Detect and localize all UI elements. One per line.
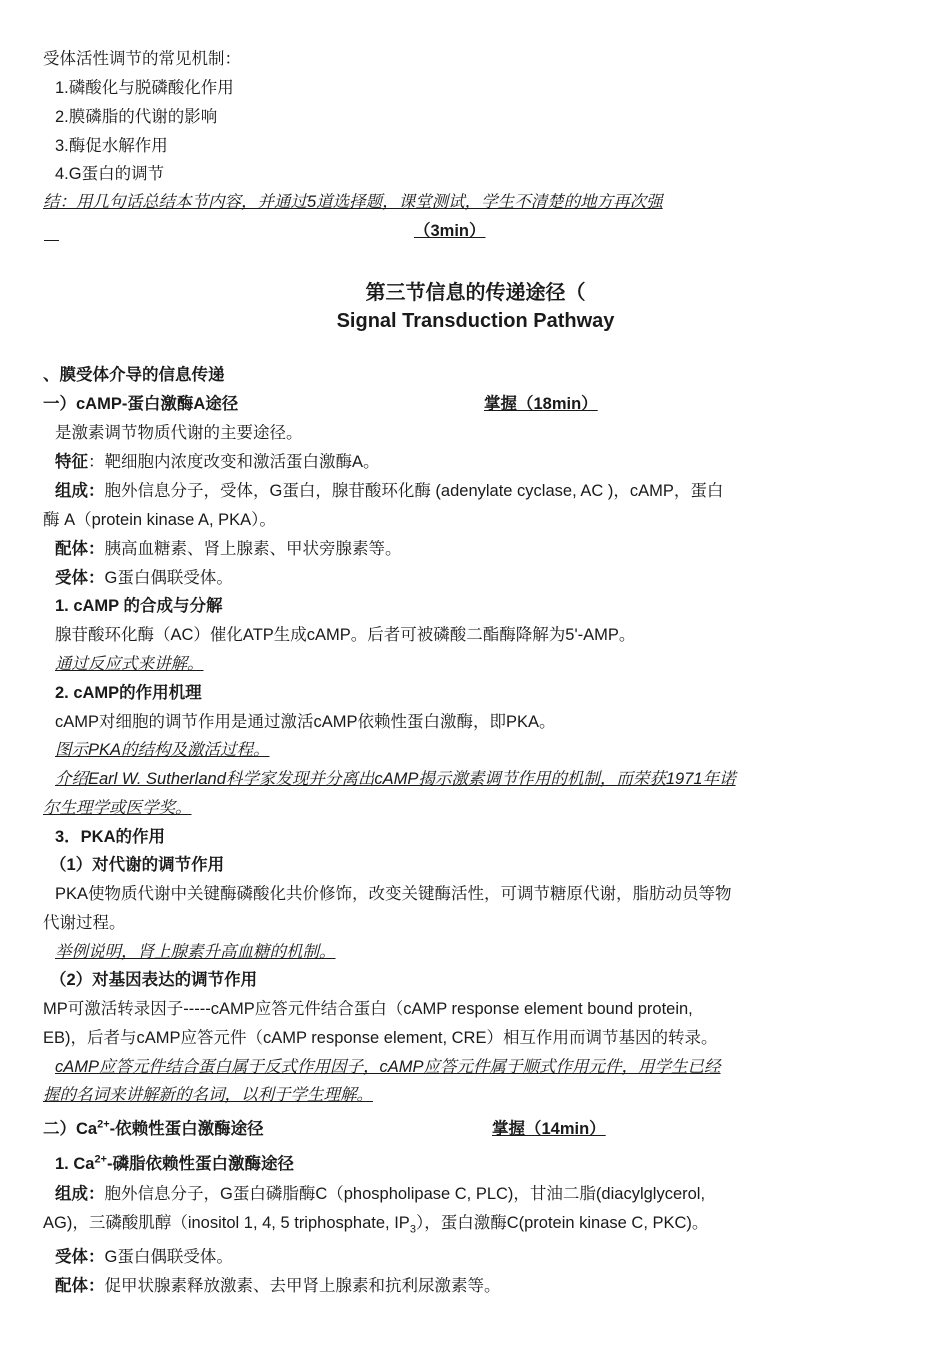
section-title-en: Signal Transduction Pathway bbox=[336, 310, 615, 332]
point-title bbox=[55, 1155, 294, 1175]
point-title: 3．PKA的作用 bbox=[55, 828, 166, 846]
list-item: 2.膜磷脂的代谢的影响 bbox=[55, 108, 218, 126]
paragraph: EB)，后者与cAMP应答元件（cAMP response element, CRE）相互作用而调节基因的转录。 bbox=[43, 1029, 718, 1047]
intro-heading: 受体活性调节的常见机制： bbox=[43, 50, 241, 68]
receptor-text: G蛋白偶联受体。 bbox=[104, 569, 233, 587]
point-title: 2. cAMP的作用机理 bbox=[55, 684, 202, 702]
list-item: 1.磷酸化与脱磷酸化作用 bbox=[55, 79, 234, 97]
receptor-text: G蛋白偶联受体。 bbox=[104, 1248, 233, 1266]
list-item: 4.G蛋白的调节 bbox=[55, 165, 165, 183]
section-title-cn: 第三节信息的传递途径（ bbox=[365, 282, 586, 304]
underline-mark bbox=[44, 240, 59, 241]
receptor-line bbox=[55, 1248, 233, 1268]
ligand-label: 配体： bbox=[55, 1277, 105, 1295]
point-subtitle: （2）对基因表达的调节作用 bbox=[50, 971, 258, 989]
summary-note: 结：用几句话总结本节内容，并通过5道选择题，课堂测试，学生不清楚的地方再次强 bbox=[43, 193, 663, 211]
subsection-title-post: -依赖性蛋白激酶途径 bbox=[109, 1120, 264, 1138]
ligand-line bbox=[55, 540, 402, 560]
point-title: 1. cAMP 的合成与分解 bbox=[55, 597, 223, 615]
composition-text2-pre: AG)，三磷酸肌醇（inositol 1, 4, 5 triphosphate, IP bbox=[43, 1214, 410, 1232]
point-title-pre: 1. Ca bbox=[55, 1155, 95, 1173]
paragraph: MP可激活转录因子-----cAMP应答元件结合蛋白（cAMP response element bound protein, bbox=[43, 1000, 693, 1018]
composition-line bbox=[55, 482, 723, 502]
point-subtitle: （1）对代谢的调节作用 bbox=[50, 856, 225, 874]
ligand-label: 配体： bbox=[55, 540, 105, 558]
paragraph bbox=[43, 1214, 708, 1234]
paragraph: 是激素调节物质代谢的主要途径。 bbox=[55, 424, 303, 442]
teaching-note: cAMP应答元件结合蛋白属于反式作用因子，cAMP应答元件属于顺式作用元件，用学生已经 bbox=[55, 1058, 721, 1076]
superscript: 2+ bbox=[97, 1118, 110, 1131]
ligand-line bbox=[55, 1277, 501, 1297]
subsection-title: 一）cAMP-蛋白激酶A途径 bbox=[43, 395, 239, 413]
paragraph: 代谢过程。 bbox=[43, 914, 126, 932]
composition-text: 胞外信息分子，受体，G蛋白，腺苷酸环化酶 (adenylate cyclase, AC )，cAMP，蛋白 bbox=[104, 482, 724, 500]
receptor-label: 受体： bbox=[55, 569, 105, 587]
part-heading: 、膜受体介导的信息传递 bbox=[43, 366, 225, 384]
mastery-tag: 掌握（18min） bbox=[484, 395, 598, 413]
paragraph: 酶 A（protein kinase A, PKA）。 bbox=[43, 511, 276, 529]
feature-label: 特征 bbox=[55, 453, 88, 471]
teaching-note: 尔生理学或医学奖。 bbox=[43, 799, 192, 817]
subscript: 3 bbox=[409, 1223, 416, 1236]
composition-text2-post: ），蛋白激酶C(protein kinase C, PKC)。 bbox=[415, 1214, 709, 1232]
receptor-label: 受体： bbox=[55, 1248, 105, 1266]
composition-label: 组成： bbox=[55, 1185, 105, 1203]
feature-line bbox=[55, 453, 380, 473]
subsection-title-pre: 二）Ca bbox=[43, 1120, 98, 1138]
superscript: 2+ bbox=[94, 1153, 107, 1166]
teaching-note: 图示PKA的结构及激活过程。 bbox=[55, 741, 270, 759]
teaching-note: 举例说明，肾上腺素升高血糖的机制。 bbox=[55, 943, 336, 961]
feature-text: ：靶细胞内浓度改变和激活蛋白激酶A。 bbox=[88, 453, 380, 471]
subsection-title bbox=[43, 1120, 264, 1140]
composition-text: 胞外信息分子，G蛋白磷脂酶C（phospholipase C, PLC)，甘油二脂(diacylglycerol, bbox=[104, 1185, 706, 1203]
composition-label: 组成： bbox=[55, 482, 105, 500]
summary-time: （3min） bbox=[414, 222, 486, 240]
paragraph: 腺苷酸环化酶（AC）催化ATP生成cAMP。后者可被磷酸二酯酶降解为5'-AMP。 bbox=[55, 626, 636, 644]
receptor-line bbox=[55, 569, 233, 589]
teaching-note: 介绍Earl W. Sutherland科学家发现并分离出cAMP揭示激素调节作用的机制，而荣获1971年诺 bbox=[55, 770, 736, 788]
teaching-note: 通过反应式来讲解。 bbox=[55, 655, 204, 673]
mastery-tag: 掌握（14min） bbox=[492, 1120, 606, 1138]
paragraph: cAMP对细胞的调节作用是通过激活cAMP依赖性蛋白激酶，即PKA。 bbox=[55, 713, 556, 731]
list-item: 3.酶促水解作用 bbox=[55, 137, 168, 155]
point-title-post: -磷脂依赖性蛋白激酶途径 bbox=[106, 1155, 294, 1173]
ligand-text: 促甲状腺素释放激素、去甲肾上腺素和抗利尿激素等。 bbox=[104, 1277, 501, 1295]
paragraph: PKA使物质代谢中关键酶磷酸化共价修饰，改变关键酶活性，可调节糖原代谢，脂肪动员等物 bbox=[55, 885, 732, 903]
composition-line bbox=[55, 1185, 705, 1205]
ligand-text: 胰高血糖素、肾上腺素、甲状旁腺素等。 bbox=[104, 540, 402, 558]
teaching-note: 握的名词来讲解新的名词，以利于学生理解。 bbox=[43, 1086, 373, 1104]
